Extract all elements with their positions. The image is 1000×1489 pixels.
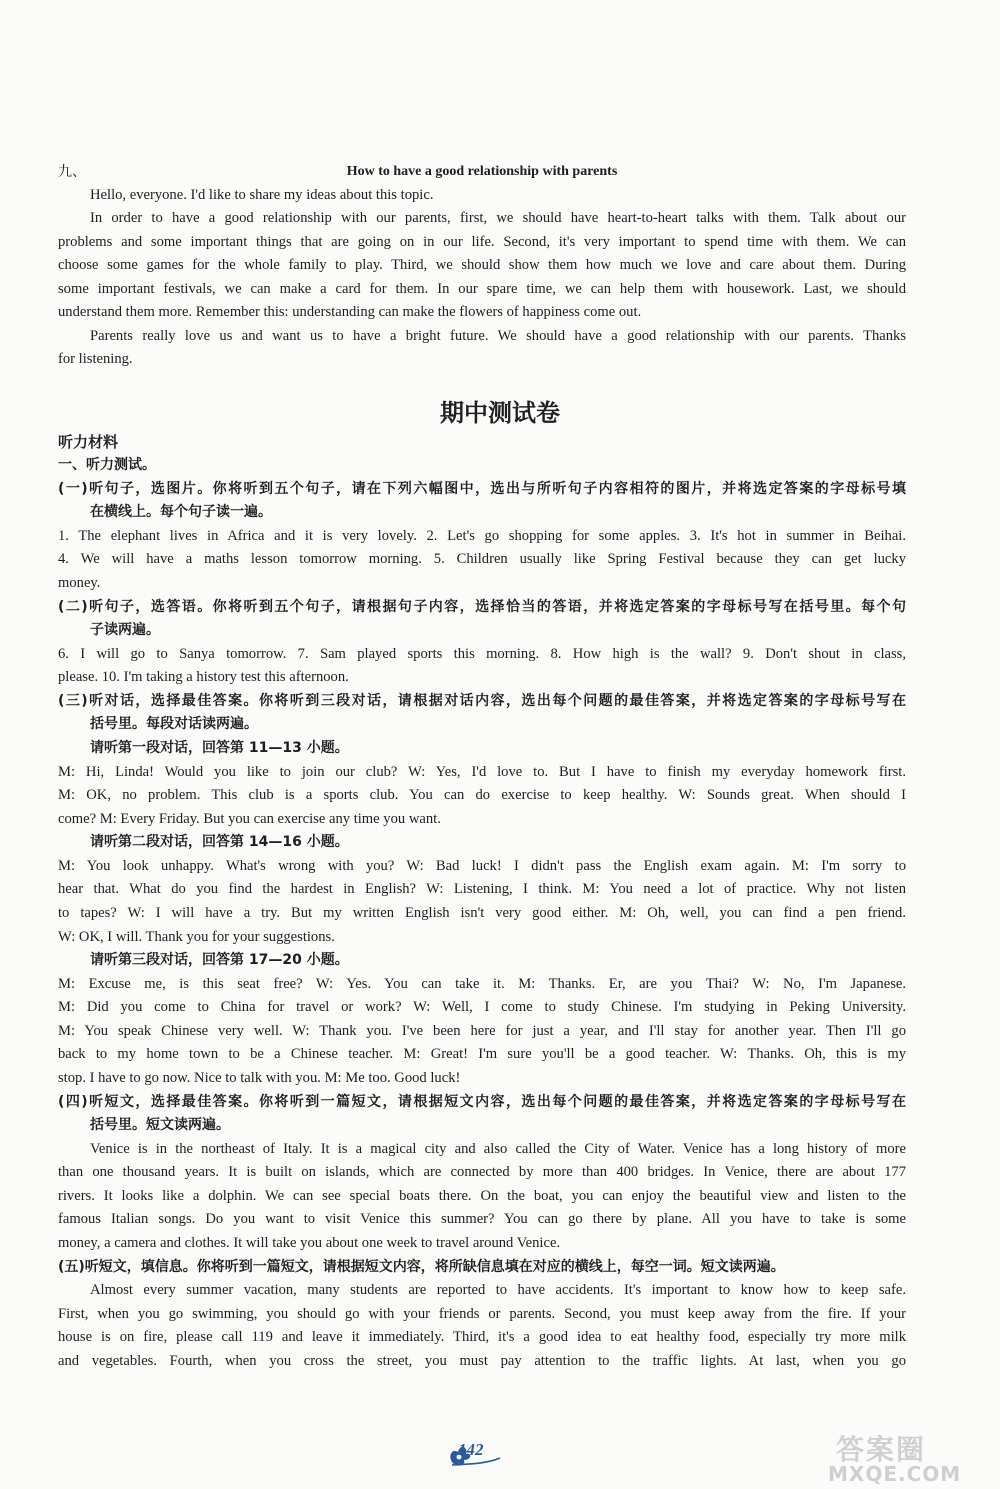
exam-line: 1. The elephant lives in Africa and it is very lovely. 2. Let's go shopping for some apples. 3. It's hot in summer in Beihai.	[58, 528, 906, 544]
exam-line: 括号里。每段对话读两遍。	[90, 716, 258, 732]
exam-line: please. 10. I'm taking a history test this afternoon.	[58, 669, 349, 685]
exam-line: M: You look unhappy. What's wrong with you? W: Bad luck! I didn't pass the English exam again. M: I'm sorry to	[58, 858, 906, 874]
exam-line: hear that. What do you find the hardest in English? W: Listening, I think. M: You need a lot of practice. Why not listen	[58, 881, 906, 897]
essay-line: Parents really love us and want us to have a bright future. We should have a good relationship with our parents. Thanks	[90, 328, 906, 344]
exam-line: 请听第二段对话，回答第 14—16 小题。	[90, 834, 349, 850]
exam-line: famous Italian songs. Do you want to visit Venice this summer? You can go there by plane. All you have to take is some	[58, 1211, 906, 1227]
essay-line: for listening.	[58, 351, 133, 367]
exam-line: First, when you go swimming, you should go with your friends or parents. Second, you must keep away from the fire. If your	[58, 1306, 906, 1322]
watermark-bottom-text: MXQE.COM	[828, 1462, 962, 1486]
exam-line: (一)听句子，选图片。你将听到五个句子，请在下列六幅图中，选出与所听句子内容相符的图片，并将选定答案的字母标号填	[58, 481, 906, 497]
exam-line: and vegetables. Fourth, when you cross the street, you must pay attention to the traffic lights. At last, when you go	[58, 1353, 906, 1369]
exam-line: M: OK, no problem. This club is a sports club. You can do exercise to keep healthy. W: Sounds great. When should I	[58, 787, 906, 803]
exam-line: come? M: Every Friday. But you can exercise any time you want.	[58, 811, 441, 827]
exam-line: M: Excuse me, is this seat free? W: Yes. You can take it. M: Thanks. Er, are you Thai? W: No, I'm Japanese.	[58, 976, 906, 992]
exam-line: W: OK, I will. Thank you for your suggestions.	[58, 929, 335, 945]
exam-line: Venice is in the northeast of Italy. It is a magical city and also called the City of Water. Venice has a long history of more	[90, 1141, 906, 1157]
watermark-top-text: 答案圈	[836, 1433, 927, 1466]
exam-line: stop. I have to go now. Nice to talk with you. M: Me too. Good luck!	[58, 1070, 461, 1086]
exam-line: house is on fire, please call 119 and leave it immediately. Third, it's a good idea to eat healthy food, especially try more milk	[58, 1329, 906, 1345]
exam-line: M: Hi, Linda! Would you like to join our club? W: Yes, I'd love to. But I have to finish my everyday homework first.	[58, 764, 906, 780]
section-title: 听力材料	[58, 433, 119, 451]
exam-line: 一、听力测试。	[58, 457, 156, 473]
exam-line: 6. I will go to Sanya tomorrow. 7. Sam played sports this morning. 8. How high is the wall? 9. Don't shout in class,	[58, 646, 906, 662]
essay-number: 九、	[58, 164, 86, 180]
exam-line: M: You speak Chinese very well. W: Thank you. I've been here for just a year, and I'll stay for another year. Then I'll go	[58, 1023, 906, 1039]
essay-line: understand them more. Remember this: understanding can make the flowers of happiness come out.	[58, 304, 642, 320]
exam-line: Almost every summer vacation, many students are reported to have accidents. It's important to know how to keep safe.	[90, 1282, 906, 1298]
exam-line: 请听第一段对话，回答第 11—13 小题。	[90, 740, 349, 756]
essay-line: some important festivals, we can make a card for them. In our spare time, we can help them with housework. Last, we should	[58, 281, 906, 297]
exam-line: 子读两遍。	[90, 622, 160, 638]
exam-line: back to my home town to be a Chinese teacher. M: Great! I'm sure you'll be a good teacher. W: Thanks. Oh, this is my	[58, 1046, 906, 1062]
exam-line: 4. We will have a maths lesson tomorrow morning. 5. Children usually like Spring Festival because they can get lucky	[58, 551, 906, 567]
essay-line: In order to have a good relationship with our parents, first, we should have heart-to-heart talks with them. Talk about our	[90, 210, 906, 226]
essay-line: problems and some important things that are going on in our life. Second, it's very important to spend time with them. We can	[58, 234, 906, 250]
exam-title: 期中测试卷	[440, 399, 560, 427]
page-number: 142	[458, 1440, 484, 1459]
essay-line: Hello, everyone. I'd like to share my ideas about this topic.	[90, 187, 434, 203]
exam-line: (四)听短文，选择最佳答案。你将听到一篇短文，请根据短文内容，选出每个问题的最佳答案，并将选定答案的字母标号写在	[58, 1094, 906, 1110]
exam-line: money, a camera and clothes. It will take you about one week to travel around Venice.	[58, 1235, 561, 1251]
exam-line: 请听第三段对话，回答第 17—20 小题。	[90, 952, 349, 968]
exam-line: (五)听短文，填信息。你将听到一篇短文，请根据短文内容，将所缺信息填在对应的横线上，每空一词。短文读两遍。	[58, 1259, 785, 1275]
essay-title: How to have a good relationship with parents	[346, 164, 618, 179]
exam-line: rivers. It looks like a dolphin. We can see special boats there. On the boat, you can enjoy the beautiful view and listen to the	[58, 1188, 906, 1204]
essay-line: choose some games for the whole family to play. Third, we should show them how much we love and care about them. During	[58, 257, 906, 273]
page-number-badge	[446, 1438, 504, 1468]
exam-line: 在横线上。每个句子读一遍。	[90, 504, 272, 520]
exam-line: (二)听句子，选答语。你将听到五个句子，请根据句子内容，选择恰当的答语，并将选定答案的字母标号写在括号里。每个句	[58, 599, 906, 615]
exam-line: (三)听对话，选择最佳答案。你将听到三段对话，请根据对话内容，选出每个问题的最佳答案，并将选定答案的字母标号写在	[58, 693, 906, 709]
exam-line: M: Did you come to China for travel or work? W: Well, I come to study Chinese. I'm studying in Peking University.	[58, 999, 906, 1015]
exam-line: than one thousand years. It is built on islands, which are connected by more than 400 bridges. In Venice, there are about 177	[58, 1164, 906, 1180]
watermark-logo	[820, 1428, 990, 1486]
exam-line: to tapes? W: I will have a try. But my written English isn't very good either. M: Oh, well, you can find a pen friend.	[58, 905, 906, 921]
exam-line: 括号里。短文读两遍。	[90, 1117, 230, 1133]
exam-line: money.	[58, 575, 101, 591]
